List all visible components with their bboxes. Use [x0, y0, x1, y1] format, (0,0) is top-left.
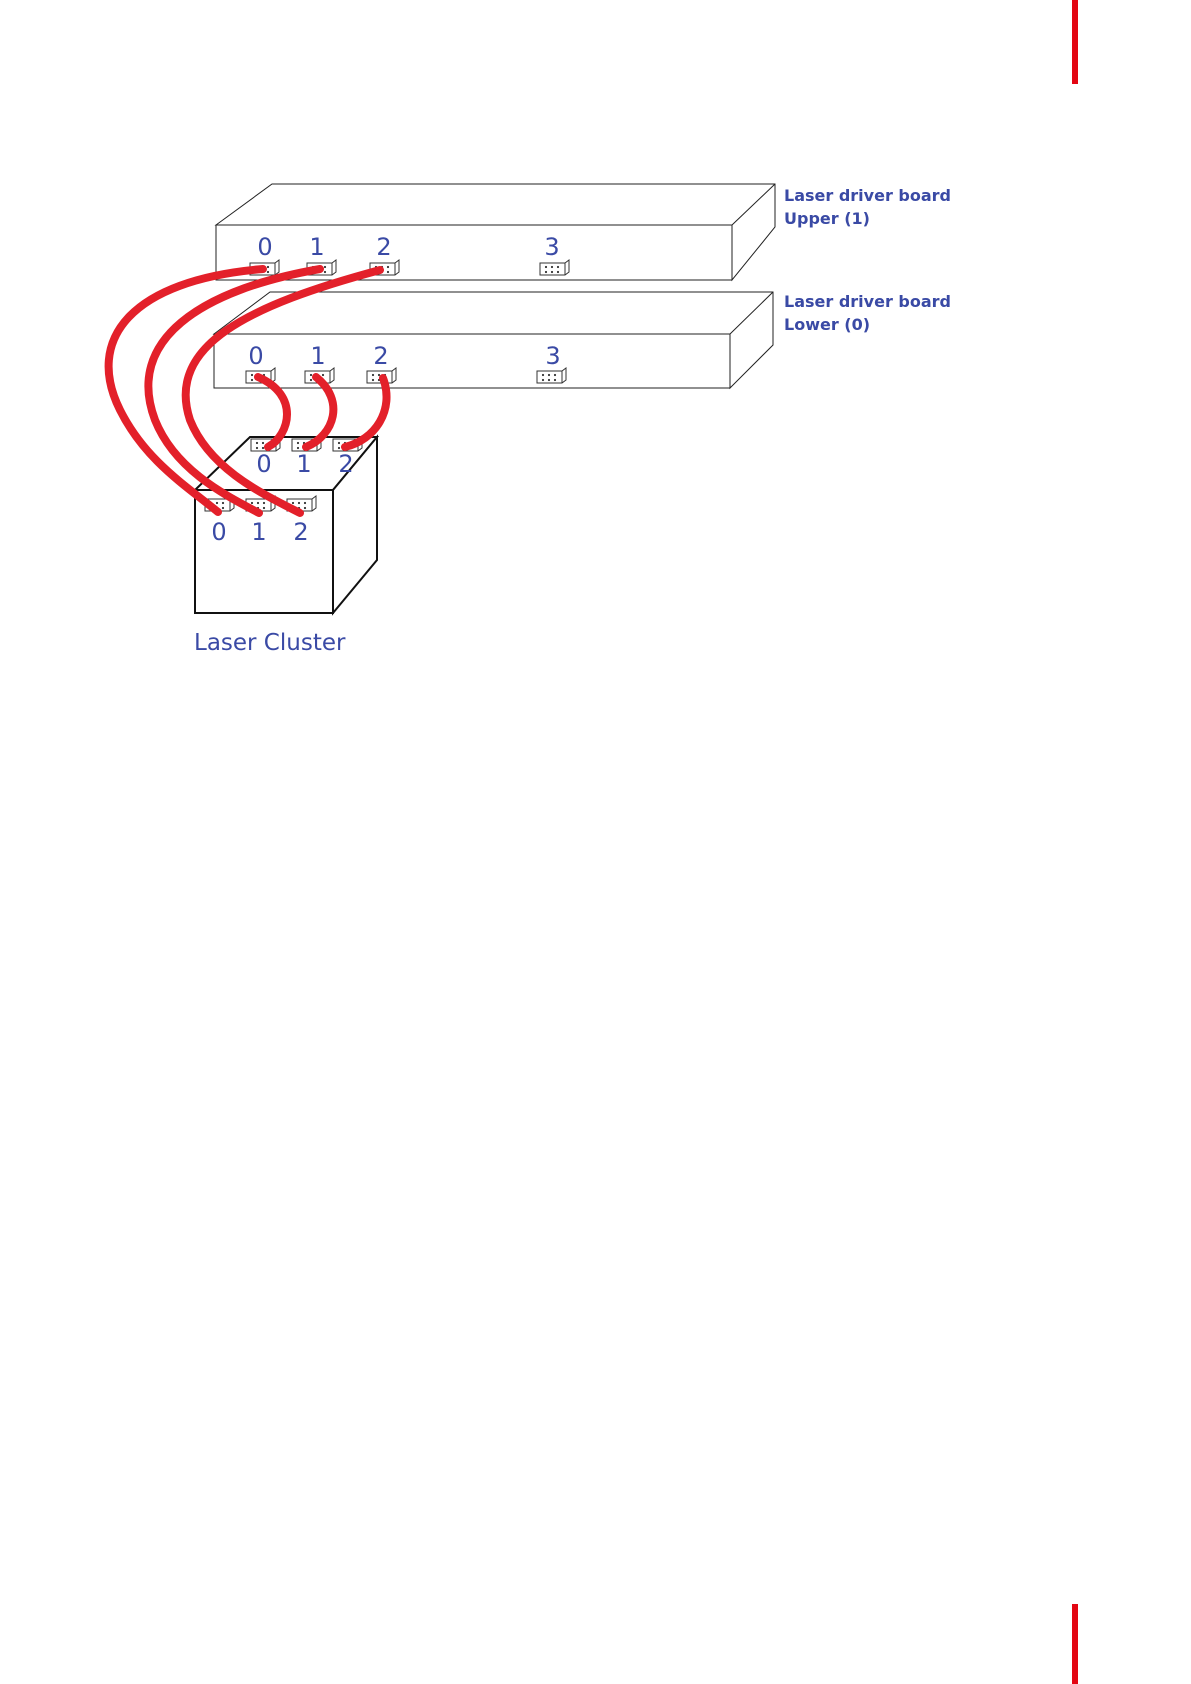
cluster-top-port-label-2: 2	[338, 450, 354, 478]
lower-board-label	[784, 292, 951, 334]
upper-port-label-1: 1	[309, 233, 325, 261]
laser-cluster-label: Laser Cluster	[194, 630, 346, 656]
cluster-top-port-label-1: 1	[296, 450, 312, 478]
lower-board-label-line2: Lower (0)	[784, 315, 871, 334]
lower-board-label-line1: Laser driver board	[784, 292, 951, 311]
cluster-front-port-label-0: 0	[211, 518, 227, 546]
upper-port-label-0: 0	[257, 233, 273, 261]
lower-port-label-2: 2	[373, 342, 389, 370]
upper-driver-board	[216, 184, 775, 280]
cluster-front-port-label-2: 2	[293, 518, 309, 546]
upper-board-label-line2: Upper (1)	[784, 209, 870, 228]
lower-port-label-0: 0	[248, 342, 264, 370]
cluster-top-port-numbers	[256, 450, 353, 478]
cluster-top-port-label-0: 0	[256, 450, 272, 478]
upper-board-label	[784, 186, 951, 228]
lower-driver-board	[214, 292, 773, 388]
cluster-front-port-numbers	[211, 518, 308, 546]
cluster-front-port-label-1: 1	[251, 518, 267, 546]
upper-port-label-3: 3	[544, 233, 560, 261]
lower-port-label-1: 1	[310, 342, 326, 370]
lower-port-label-3: 3	[545, 342, 561, 370]
upper-board-label-line1: Laser driver board	[784, 186, 951, 205]
upper-port-label-2: 2	[376, 233, 392, 261]
